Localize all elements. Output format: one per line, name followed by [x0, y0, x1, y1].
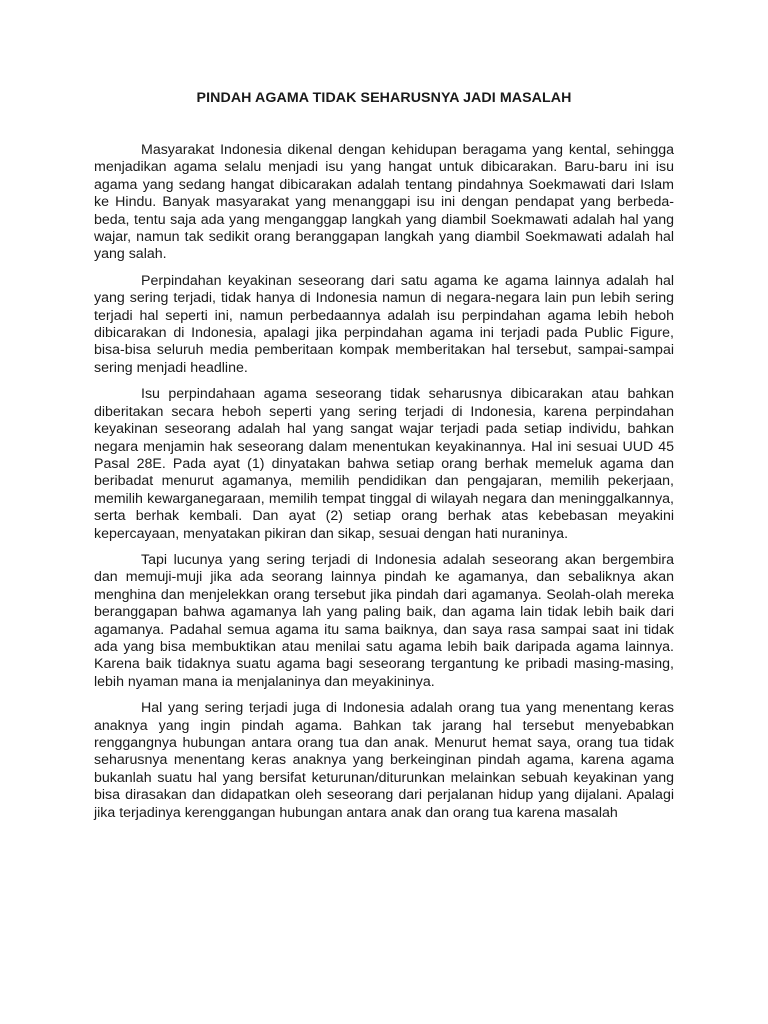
paragraph-5: Hal yang sering terjadi juga di Indonesia adalah orang tua yang menentang keras anaknya yang ingin pindah agama. Bahkan tak jarang hal tersebut menyebabkan renggangnya hubungan antara orang tua dan anak. Menurut hemat saya, orang tua tidak seharusnya menentang keras anaknya yang berkeinginan pindah agama, karena agama bukanlah suatu hal yang bersifat keturunan/diturunkan melainkan sebuah keyakinan yang bisa dirasakan dan didapatkan oleh seseorang dari perjalanan hidup yang dijalani. Apalagi jika terjadinya kerenggangan hubungan antara anak dan orang tua karena masalah	[94, 700, 674, 821]
paragraph-2: Perpindahan keyakinan seseorang dari satu agama ke agama lainnya adalah hal yang sering terjadi, tidak hanya di Indonesia namun di negara-negara lain pun lebih sering terjadi hal seperti ini, namun perbedaannya adalah isu perpindahan agama lebih heboh dibicarakan di Indonesia, apalagi jika perpindahan agama ini terjadi pada Public Figure, bisa-bisa seluruh media pemberitaan kompak memberitakan hal tersebut, sampai-sampai sering menjadi headline.	[94, 272, 674, 376]
paragraph-3: Isu perpindahaan agama seseorang tidak seharusnya dibicarakan atau bahkan diberitakan secara heboh seperti yang sering terjadi di Indonesia, karena perpindahan keyakinan seseorang adalah hal yang sangat wajar terjadi pada setiap individu, bahkan negara menjamin hak seseorang dalam menentukan keyakinannya. Hal ini sesuai UUD 45 Pasal 28E. Pada ayat (1) dinyatakan bahwa setiap orang berhak memeluk agama dan beribadat menurut agamanya, memilih pendidikan dan pengajaran, memilih pekerjaan, memilih kewarganegaraan, memilih tempat tinggal di wilayah negara dan meninggalkannya, serta berhak kembali. Dan ayat (2) setiap orang berhak atas kebebasan meyakini kepercayaan, menyatakan pikiran dan sikap, sesuai dengan hati nuraninya.	[94, 386, 674, 542]
paragraph-1: Masyarakat Indonesia dikenal dengan kehidupan beragama yang kental, sehingga menjadikan agama selalu menjadi isu yang hangat untuk dibicarakan. Baru-baru ini isu agama yang sedang hangat dibicarakan adalah tentang pindahnya Soekmawati dari Islam ke Hindu. Banyak masyarakat yang menanggapi isu ini dengan pendapat yang berbeda-beda, tentu saja ada yang menganggap langkah yang diambil Soekmawati adalah hal yang wajar, namun tak sedikit orang beranggapan langkah yang diambil Soekmawati adalah hal yang salah.	[94, 142, 674, 263]
document-title: PINDAH AGAMA TIDAK SEHARUSNYA JADI MASALAH	[196, 90, 572, 106]
document-body	[94, 142, 674, 831]
paragraph-4: Tapi lucunya yang sering terjadi di Indonesia adalah seseorang akan bergembira dan memuji-muji jika ada seorang lainnya pindah ke agamanya, dan sebaliknya akan menghina dan menjelekkan orang tersebut jika pindah dari agamanya. Seolah-olah mereka beranggapan bahwa agamanya lah yang paling baik, dan agama lain tidak lebih baik dari agamanya. Padahal semua agama itu sama baiknya, dan saya rasa sampai saat ini tidak ada yang bisa membuktikan atau menilai satu agama lebih baik daripada agama lainnya. Karena baik tidaknya suatu agama bagi seseorang tergantung ke pribadi masing-masing, lebih nyaman mana ia menjalaninya dan meyakininya.	[94, 551, 674, 690]
